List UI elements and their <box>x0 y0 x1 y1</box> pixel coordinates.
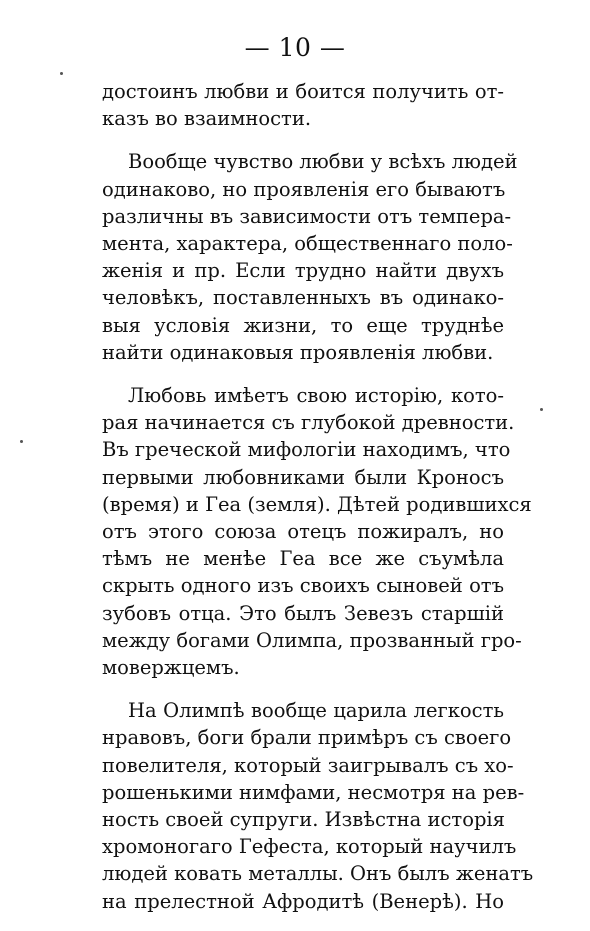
text-line: мента, характера, общественнаго поло- <box>102 232 513 256</box>
text-line: между богами Олимпа, прозванный гро- <box>102 628 522 652</box>
text-line: Любовь имѣетъ свою исторію, кото- <box>128 384 504 408</box>
text-line: людей ковать металлы. Онъ былъ женатъ <box>102 862 534 886</box>
text-line: повелителя, который заигрывалъ съ хо- <box>102 753 514 777</box>
body-text <box>102 78 534 931</box>
text-line: тѣмъ не менѣе Геа все же съумѣла <box>102 547 504 571</box>
text-line: хромоногаго Гефеста, который научилъ <box>102 835 517 859</box>
paragraph <box>102 382 532 681</box>
text-line: найти одинаковыя проявленія любви. <box>102 340 494 364</box>
text-line: женія и пр. Если трудно найти двухъ <box>102 259 504 283</box>
text-line: Въ греческой мифологіи находимъ, что <box>102 438 511 462</box>
text-line: (время) и Геа (земля). Дѣтей родившихся <box>102 492 532 516</box>
scan-speck <box>60 72 63 75</box>
text-line: ность своей супруги. Извѣстна исторія <box>102 808 505 832</box>
paragraph <box>102 697 534 915</box>
text-line: различны въ зависимости отъ темпера- <box>102 204 512 228</box>
text-line: достоинъ любви и боится получить от- <box>102 80 504 103</box>
text-line: первыми любовниками были Кроносъ <box>102 465 504 489</box>
text-line: мовержцемъ. <box>102 656 240 680</box>
text-line: выя условія жизни, то еще труднѣе <box>102 313 504 337</box>
scan-speck <box>20 440 23 443</box>
text-line: человѣкъ, поставленныхъ въ одинако- <box>102 286 504 310</box>
text-line: Вообще чувство любви у всѣхъ людей <box>128 150 518 174</box>
text-line: скрыть одного изъ своихъ сыновей отъ <box>102 574 504 598</box>
text-line: отъ этого союза отецъ пожиралъ, но <box>102 520 504 544</box>
text-line: одинаково, но проявленія его бываютъ <box>102 177 506 201</box>
paragraph <box>102 78 504 132</box>
text-line: На Олимпѣ вообще царила легкость <box>128 699 504 723</box>
text-line: нравовъ, боги брали примѣръ съ своего <box>102 726 512 750</box>
text-line: зубовъ отца. Это былъ Зевезъ старшій <box>102 601 504 625</box>
text-line: казъ во взаимности. <box>102 107 312 131</box>
text-line: рошенькими нимфами, несмотря на рев- <box>102 780 525 804</box>
scan-speck <box>540 408 543 411</box>
paragraph <box>102 148 518 366</box>
text-line: на прелестной Афродитѣ (Венерѣ). Но <box>102 889 504 913</box>
text-line: рая начинается съ глубокой древности. <box>102 411 515 435</box>
page-number: — 10 — <box>244 33 346 62</box>
